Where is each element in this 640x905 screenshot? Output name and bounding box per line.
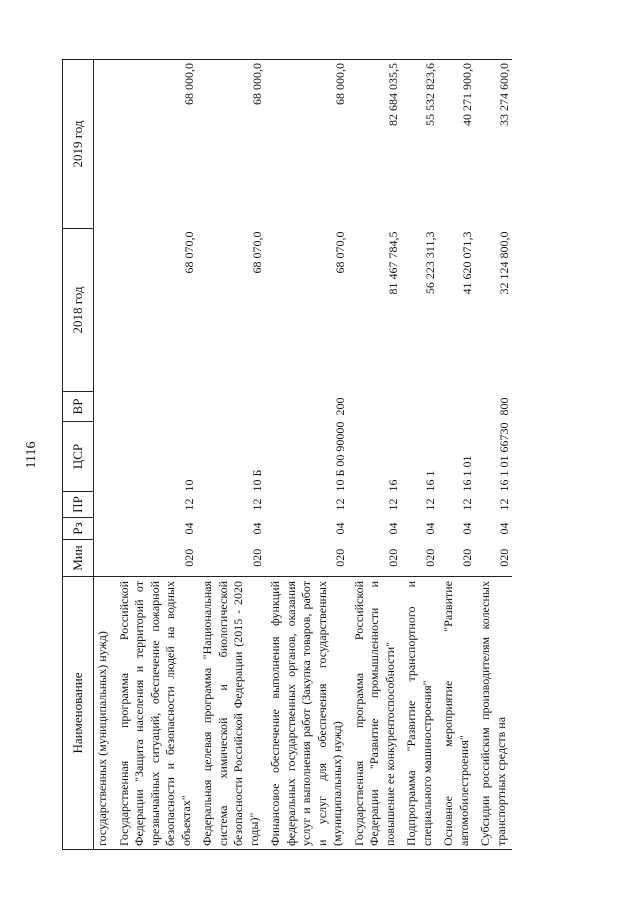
row-vr bbox=[197, 392, 265, 422]
table-header bbox=[63, 60, 94, 850]
table-row bbox=[265, 60, 349, 850]
row-csr: 16 bbox=[385, 479, 400, 492]
row-pr: 12 bbox=[333, 498, 347, 511]
row-pr: 12 bbox=[249, 498, 264, 511]
row-2019: 82 684 035,5 bbox=[349, 60, 402, 229]
col-header-min: Мин bbox=[63, 540, 94, 577]
row-vr bbox=[114, 392, 198, 422]
row-name: Государственная программа Российской Федерации "Развитие промышленности и повышение ее конкурентоспособности" bbox=[349, 577, 402, 850]
row-pr: 12 bbox=[385, 498, 400, 511]
row-pr: 12 bbox=[496, 498, 511, 511]
row-2019: 68 000,0 bbox=[114, 60, 198, 229]
row-min: 020 bbox=[496, 548, 511, 567]
col-header-csr: ЦСР bbox=[63, 422, 94, 492]
row-2018: 68 070,0 bbox=[249, 231, 264, 274]
row-2018: 32 124 800,0 bbox=[496, 231, 511, 295]
col-header-rz: Рз bbox=[63, 518, 94, 540]
table-row bbox=[438, 60, 475, 850]
row-csr: 16 1 bbox=[422, 470, 437, 492]
row-rz: 04 bbox=[422, 522, 437, 535]
table-row bbox=[94, 60, 114, 850]
row-name: Подпрограмма "Развитие транспортного и специального машиностроения" bbox=[401, 577, 438, 850]
row-2019: 33 274 600,0 bbox=[475, 60, 512, 229]
row-min: 020 bbox=[333, 548, 347, 567]
table-row bbox=[475, 60, 512, 850]
row-csr: 16 1 01 bbox=[459, 455, 474, 492]
row-vr bbox=[401, 392, 438, 422]
row-csr: 10 Б 00 90000 bbox=[333, 421, 347, 492]
row-min: 020 bbox=[459, 548, 474, 567]
row-min: 020 bbox=[385, 548, 400, 567]
row-rz: 04 bbox=[496, 522, 511, 535]
row-2018: 68 070,0 bbox=[181, 231, 196, 274]
row-min: 020 bbox=[181, 548, 196, 567]
row-csr: 10 Б bbox=[249, 469, 264, 492]
row-name: Основное мероприятие "Развитие автомобилестроения" bbox=[438, 577, 475, 850]
row-vr bbox=[349, 392, 402, 422]
row-2018: 81 467 784,5 bbox=[385, 231, 400, 295]
row-rz: 04 bbox=[249, 522, 264, 535]
table-row bbox=[114, 60, 198, 850]
col-header-2018: 2018 год bbox=[63, 229, 94, 392]
row-pr: 12 bbox=[181, 498, 196, 511]
row-pr: 12 bbox=[422, 498, 437, 511]
row-2019: 68 000,0 bbox=[265, 60, 349, 229]
col-header-vr: ВР bbox=[63, 392, 94, 422]
row-min: 020 bbox=[249, 548, 264, 567]
col-header-2019: 2019 год bbox=[63, 60, 94, 229]
row-rz: 04 bbox=[333, 522, 347, 535]
row-name: Федеральная целевая программа "Национальная система химической и биологической безопасности Российской Федерации (2015 - 2020 годы)" bbox=[197, 577, 265, 850]
row-name: Финансовое обеспечение выполнения функций федеральных государственных органов, оказания услуг и выполнения работ (Закупка товаров, работ и услуг для обеспечения государственных (муниципальных) нужд) bbox=[265, 577, 349, 850]
row-vr bbox=[438, 392, 475, 422]
row-2018: 41 620 071,3 bbox=[459, 231, 474, 295]
row-min: 020 bbox=[422, 548, 437, 567]
row-rz: 04 bbox=[385, 522, 400, 535]
row-vr: 800 bbox=[496, 397, 511, 416]
row-2018: 56 223 311,3 bbox=[422, 231, 437, 295]
row-pr: 12 bbox=[459, 498, 474, 511]
row-vr: 200 bbox=[333, 397, 347, 416]
rotated-page-content bbox=[62, 60, 598, 850]
row-rz: 04 bbox=[459, 522, 474, 535]
row-2019: 55 532 823,6 bbox=[401, 60, 438, 229]
row-rz: 04 bbox=[181, 522, 196, 535]
row-csr: 16 1 01 66730 bbox=[496, 422, 511, 492]
row-2018: 68 070,0 bbox=[333, 231, 347, 274]
row-name: Государственная программа Российской Федерации "Защита населения и территорий от чрезвычайных ситуаций, обеспечение пожарной безопасности и безопасности людей на водных объектах" bbox=[114, 577, 198, 850]
budget-table bbox=[62, 59, 512, 850]
row-name: государственных (муниципальных) нужд) bbox=[94, 577, 114, 850]
page-number: 1116 bbox=[24, 441, 39, 469]
table-row bbox=[349, 60, 402, 850]
table-row bbox=[401, 60, 438, 850]
row-name: Субсидии российским производителям колесных транспортных средств на bbox=[475, 577, 512, 850]
table-row bbox=[197, 60, 265, 850]
row-csr: 10 bbox=[181, 479, 196, 492]
row-2019: 40 271 900,0 bbox=[438, 60, 475, 229]
col-header-name: Наименование bbox=[63, 577, 94, 850]
col-header-pr: ПР bbox=[63, 492, 94, 518]
row-2019: 68 000,0 bbox=[197, 60, 265, 229]
